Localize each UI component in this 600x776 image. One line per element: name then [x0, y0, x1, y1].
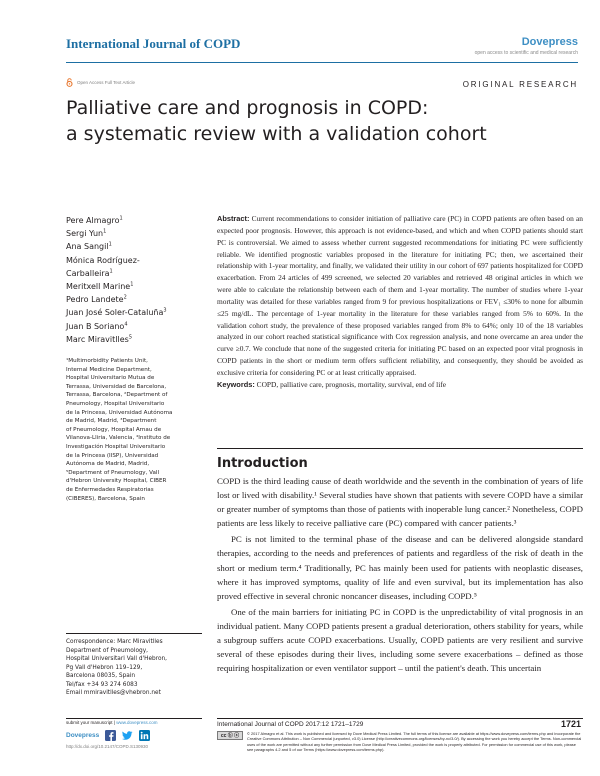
creative-commons-icon[interactable]: cc ⓑ ⓢ	[217, 731, 243, 740]
journal-title[interactable]: International Journal of COPD	[66, 36, 241, 51]
open-access-label: Open Access Full Text Article	[77, 80, 135, 85]
correspondence-divider	[66, 633, 202, 634]
linkedin-icon[interactable]	[139, 730, 150, 741]
footer-citation: International Journal of COPD 2017:12 1721–1729	[217, 721, 364, 728]
submit-link[interactable]: www.dovepress.com	[116, 720, 158, 725]
article-title	[66, 95, 546, 147]
author-name[interactable]: Sergi Yun$^1$	[66, 228, 107, 239]
affiliation-line: de la Princesa (IISP), Universidad	[66, 452, 159, 459]
correspondence-block	[66, 638, 206, 698]
body-paragraph: COPD is the third leading cause of death worldwide and the seventh in the combination of years of life lost or lived with disability.¹ Several studies have shown that patients with severe COPD have a similar or greater number of symptoms than those of patients with inoperable lung cancer.² Nonetheless, COPD patients are less likely to receive palliative care (PC) compared with cancer patients.³	[217, 476, 583, 529]
keywords-label: Keywords:	[217, 379, 255, 389]
affiliation-line: Vilanova-Lliria, Valencia, ⁴Instituto de	[66, 435, 171, 442]
abstract-text: Current recommendations to consider initiation of palliative care (PC) in COPD patients are often based on an expected poor prognosis. However, this approach is not evidence-based, and which and when COPD patients should start PC is controversial. We aimed to assess whether current suggested recommendations for initiating PC were sufficiently reliable. We identified prognostic variables proposed in the literature for initiating PC; then, we ascertained their relationship with 1-year mortality, and finally, we validated their utility in our cohort of 697 patients hospitalized for COPD exacerbation. From 24 articles of 499 screened, we selected 20 variables and retrieved 48 original articles in which we were able to calculate the relationship between each of them and 1-year mortality. The number of studies where 1-year mortality was detailed for these variables ranged from 9 for previous hospitalizations or FEV₁ ≤30% to none for albumin ≤25 mg/dL. The percentage of 1-year mortality in the literature for these variables ranged from 5% to 60%. In the validation cohort study, the prevalence of these proposed variables ranged from 8% to 64%; only 10 of the 18 variables analyzed in our cohort reached statistical significance with Cox regression analysis, and none overcame an area under the curve ≥0.7. We conclude that none of the suggested criteria for initiating PC based on an expected poor vital prognosis in COPD patients in the short or medium term offers sufficient reliability, and consequently, they should be avoided as exclusive criteria for considering PC or at least critically appraised.	[217, 214, 583, 377]
author-name[interactable]: Carballeira$^1$	[66, 268, 113, 278]
footer-brand-row	[66, 730, 150, 741]
affiliation-line: Investigación Hospital Universitario	[66, 443, 166, 450]
section-divider	[217, 448, 583, 449]
author-name[interactable]: Juan B Soriano$^4$	[66, 320, 128, 331]
open-access-lock-icon	[66, 78, 73, 87]
correspondence-line: Department of Pneumology,	[66, 647, 148, 654]
affiliation-line: Pneumology, Hospital Universitario	[66, 400, 165, 407]
article-type: ORIGINAL RESEARCH	[462, 80, 578, 89]
affiliation-line: ⁵Department of Pneumology, Vall	[66, 469, 160, 476]
author-name[interactable]: Marc Miravitlles$^5$	[66, 334, 132, 344]
abstract-label: Abstract:	[217, 214, 250, 223]
submit-label: submit your manuscript |	[66, 720, 115, 725]
section-heading-introduction: Introduction	[217, 456, 308, 471]
publisher-logo[interactable]: Dovepress	[521, 36, 578, 48]
author-name[interactable]: Mónica Rodríguez-	[66, 255, 140, 265]
affiliations	[66, 357, 194, 503]
author-name[interactable]: Pere Almagro$^1$	[66, 215, 123, 225]
body-paragraph: PC is not limited to the terminal phase of the disease and can be delivered alongside standard therapies, according to the needs and preferences of patients and regardless of the risk of death in the short or medium term.⁴ Traditionally, PC has mainly been used for patients with neoplastic diseases, where it has improved symptoms, quality of life and even survival, but its implementation has also proved effective in several chronic noncancer diseases, including COPD.⁵	[217, 534, 583, 601]
affiliation-line: Terrassa, Barcelona, ²Department of	[66, 392, 168, 399]
affiliation-line: (CIBERES), Barcelona, Spain	[66, 495, 145, 502]
footer-publisher-logo[interactable]: Dovepress	[66, 732, 100, 739]
affiliation-line: de Enfermedades Respiratorias	[66, 486, 154, 493]
correspondence-line: Correspondence: Marc Miravitlles	[66, 639, 163, 645]
author-name[interactable]: Ana Sangil$^1$	[66, 241, 112, 252]
affiliation-line: d'Hebron University Hospital, CIBER	[66, 478, 167, 485]
keywords: COPD, palliative care, prognosis, mortality, survival, end of life	[256, 379, 447, 389]
author-list	[66, 214, 204, 346]
correspondence-email[interactable]: Email mmiravitlles@vhebron.net	[66, 690, 161, 696]
page-number: 1721	[560, 719, 581, 729]
correspondence-line: Hospital Universitari Vall d'Hebron,	[66, 656, 168, 662]
author-name[interactable]: Pedro Landete$^2$	[66, 294, 127, 305]
license-text: © 2017 Almagro et al. This work is published and licensed by Dove Medical Press Limited. The full terms of this license are available at https://www.dovepress.com/terms.php and incorporate the Creative Commons Attribution – Non Commercial (unported, v3.0) License (http://creativecommons.org/licenses/by-nc/3.0/). By accessing the work you hereby accept the Terms. Non-commercial uses of the work are permitted without any further permission from Dove Medical Press Limited, provided the work is properly attributed. For permission for commercial use of this work, please see paragraphs 4.2 and 5 of our Terms (https://www.dovepress.com/terms.php).	[247, 731, 582, 753]
facebook-icon[interactable]	[105, 730, 116, 741]
article-title-line: Palliative care and prognosis in COPD:	[66, 97, 429, 119]
affiliation-line: Hospital Universitario Mutua de	[66, 375, 155, 382]
footer-divider	[66, 718, 202, 719]
article-title-line: a systematic review with a validation cohort	[66, 123, 487, 145]
introduction-body	[217, 474, 583, 675]
open-access-badge	[66, 78, 135, 87]
header-divider	[66, 62, 578, 63]
twitter-icon[interactable]	[122, 730, 133, 741]
submit-manuscript	[66, 720, 206, 725]
affiliation-line: de la Princesa, Universidad Autónoma	[66, 409, 173, 416]
affiliation-line: of Pneumology, Hospital Arnau de	[66, 426, 162, 433]
correspondence-line: Tel/fax +34 93 274 6083	[66, 681, 138, 688]
affiliation-line: Autónoma de Madrid, Madrid,	[66, 461, 150, 468]
footer-divider	[217, 718, 583, 719]
affiliation-line: de Madrid, Madrid, ³Department	[66, 418, 157, 425]
author-name[interactable]: Juan José Soler-Cataluña$^3$	[66, 307, 167, 318]
abstract	[217, 213, 583, 391]
body-paragraph: One of the main barriers for initiating PC in COPD is the unpredictability of vital prognosis in an individual patient. Many COPD patients present a gradual deterioration, others stability for years, while a subgroup suffers acute COPD exacerbations. Usually, COPD patients are very resilient and survive several of these episodes during their lives, including some severe exacerbations – defined as those requiring hospitalization or even ventilator support – until the patient's death. This uncertain	[217, 606, 583, 674]
doi-link[interactable]: http://dx.doi.org/10.2147/COPD.S130930	[66, 744, 149, 749]
affiliation-line: Internal Medicine Department,	[66, 366, 152, 373]
publisher-tagline: open access to scientific and medical research	[474, 50, 578, 56]
author-name[interactable]: Meritxell Marine$^1$	[66, 281, 134, 292]
affiliation-line: ¹Multimorbidity Patients Unit,	[66, 358, 148, 364]
correspondence-line: Pg Vall d'Hebron 119–129,	[66, 664, 143, 671]
affiliation-line: Terrassa, Universidad de Barcelona,	[66, 383, 167, 390]
correspondence-line: Barcelona 08035, Spain	[66, 673, 136, 679]
